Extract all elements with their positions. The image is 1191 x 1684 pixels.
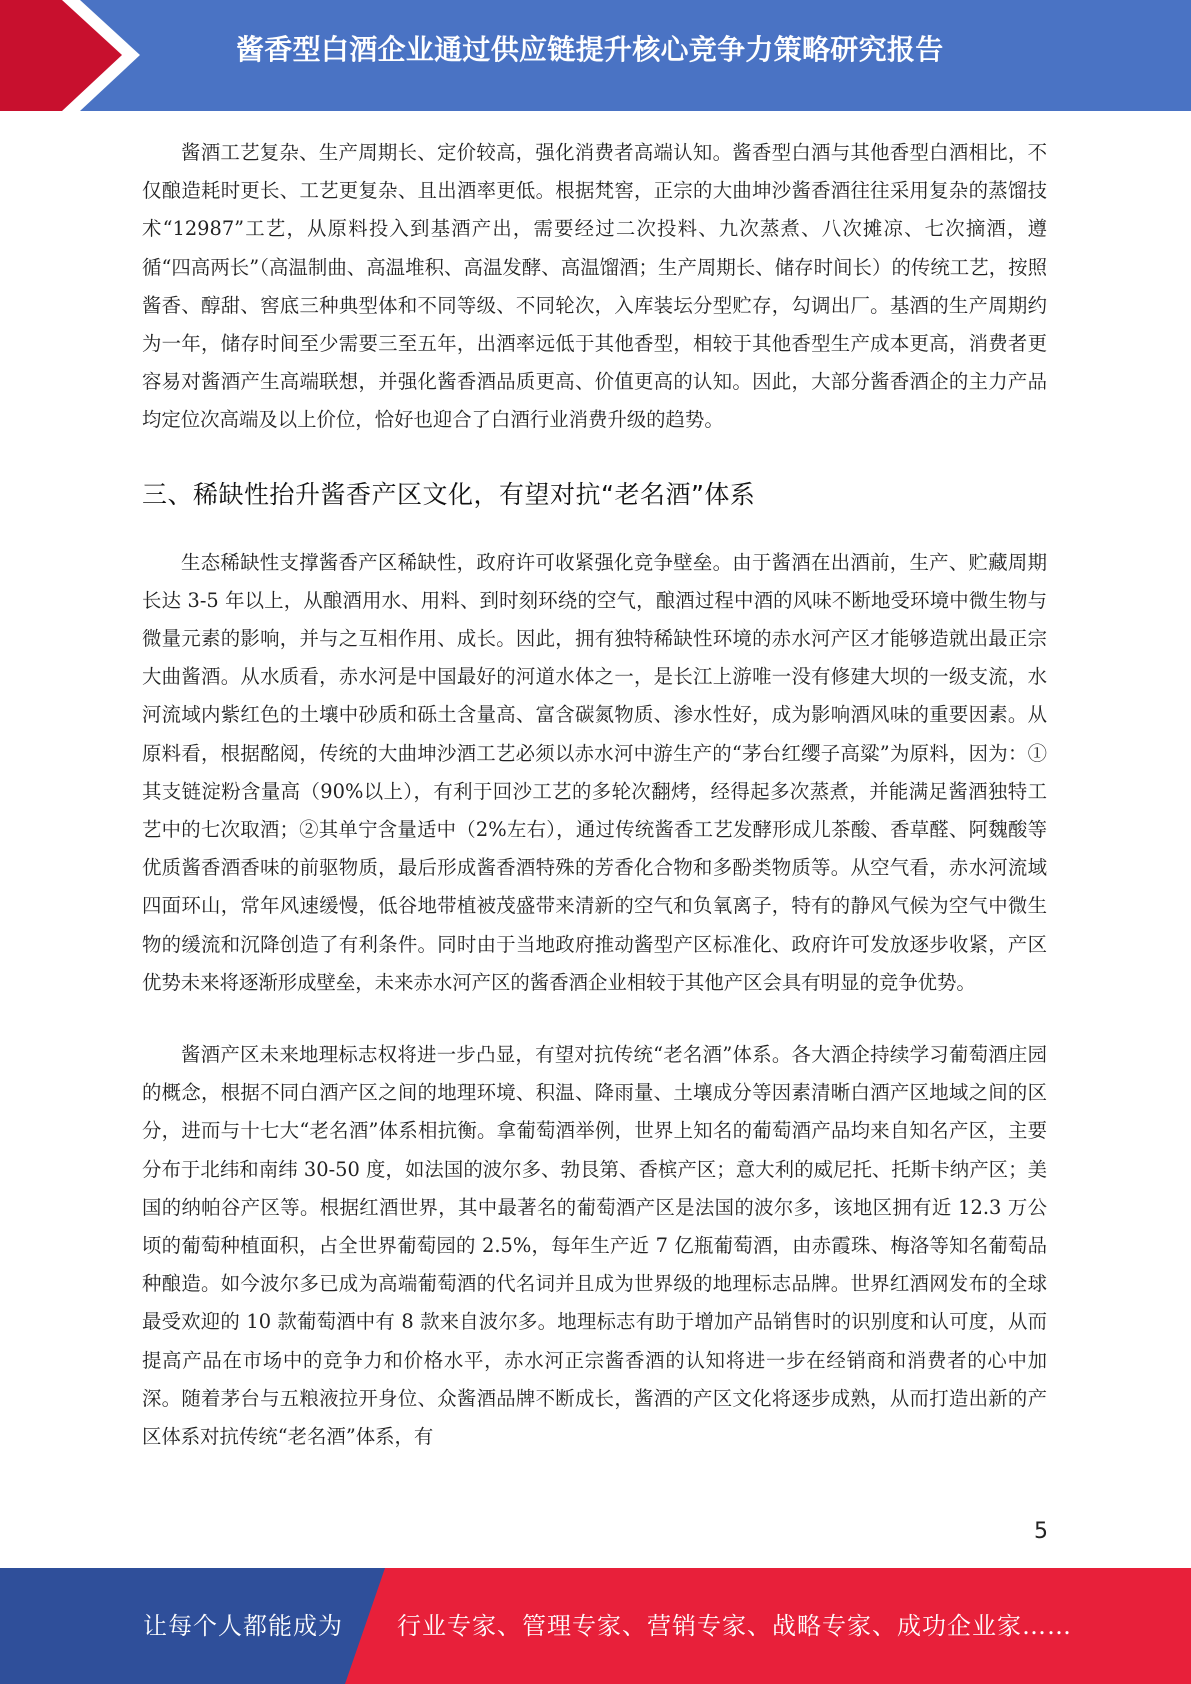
section-heading: 三、稀缺性抬升酱香产区文化，有望对抗“老名酒”体系 [142, 479, 756, 509]
body-paragraph: 酱酒产区未来地理标志权将进一步凸显，有望对抗传统“老名酒”体系。各大酒企持续学习葡萄酒庄园的概念，根据不同白酒产区之间的地理环境、积温、降雨量、土壤成分等因素清晰白酒产区地域之间的区分，进而与十七大“老名酒”体系相抗衡。拿葡萄酒举例，世界上知名的葡萄酒产品均来自知名产区，主要分布于北纬和南纬 30-50 度，如法国的波尔多、勃艮第、香槟产区；意大利的威尼托、托斯卡纳产区；美国的纳帕谷产区等。根据红酒世界，其中最著名的葡萄酒产区是法国的波尔多，该地区拥有近 12.3 万公顷的葡萄种植面积，占全世界葡萄园的 2.5%，每年生产近 7 亿瓶葡萄酒，由赤霞珠、梅洛等知名葡萄品种酿造。如今波尔多已成为高端葡萄酒的代名词并且成为世界级的地理标志品牌。世界红酒网发布的全球最受欢迎的 10 款葡萄酒中有 8 款来自波尔多。地理标志有助于增加产品销售时的识别度和认可度，从而提高产品在市场中的竞争力和价格水平，赤水河正宗酱香酒的认知将进一步在经销商和消费者的心中加深。随着茅台与五粮液拉开身位、众酱酒品牌不断成长，酱酒的产区文化将逐步成熟，从而打造出新的产区体系对抗传统“老名酒”体系，有 [142, 1043, 1047, 1449]
footer-slogan-right: 行业专家、管理专家、营销专家、战略专家、成功企业家…… [397, 1612, 1072, 1640]
footer-banner [0, 1568, 1191, 1684]
red-arrow-decoration [0, 0, 160, 111]
page-number: 5 [1034, 1519, 1048, 1544]
report-title: 酱香型白酒企业通过供应链提升核心竞争力策略研究报告 [236, 33, 944, 66]
footer-slogan-left: 让每个人都能成为 [143, 1612, 343, 1640]
header-banner [0, 0, 1191, 111]
main-content [142, 134, 1047, 1456]
body-paragraph: 酱酒工艺复杂、生产周期长、定价较高，强化消费者高端认知。酱香型白酒与其他香型白酒相比，不仅酿造耗时更长、工艺更复杂、且出酒率更低。根据梵窖，正宗的大曲坤沙酱香酒往往采用复杂的蒸馏技术“12987”工艺，从原料投入到基酒产出，需要经过二次投料、九次蒸煮、八次摊凉、七次摘酒，遵循“四高两长”（高温制曲、高温堆积、高温发酵、高温馏酒；生产周期长、储存时间长）的传统工艺，按照酱香、醇甜、窖底三种典型体和不同等级、不同轮次，入库装坛分型贮存，勾调出厂。基酒的生产周期约为一年，储存时间至少需要三至五年，出酒率远低于其他香型，相较于其他香型生产成本更高，消费者更容易对酱酒产生高端联想，并强化酱香酒品质更高、价值更高的认知。因此，大部分酱香酒企的主力产品均定位次高端及以上价位，恰好也迎合了白酒行业消费升级的趋势。 [142, 141, 1047, 432]
body-paragraph: 生态稀缺性支撑酱香产区稀缺性，政府许可收紧强化竞争壁垒。由于酱酒在出酒前，生产、贮藏周期长达 3-5 年以上，从酿酒用水、用料、到时刻环绕的空气，酿酒过程中酒的风味不断地受环境中微生物与微量元素的影响，并与之互相作用、成长。因此，拥有独特稀缺性环境的赤水河产区才能够造就出最正宗大曲酱酒。从水质看，赤水河是中国最好的河道水体之一，是长江上游唯一没有修建大坝的一级支流，水河流域内紫红色的土壤中砂质和砾土含量高、富含碳氮物质、渗水性好，成为影响酒风味的重要因素。从原料看，根据酩阅，传统的大曲坤沙酒工艺必须以赤水河中游生产的“茅台红缨子高粱”为原料，因为：①其支链淀粉含量高（90%以上），有利于回沙工艺的多轮次翻烤，经得起多次蒸煮，并能满足酱酒独特工艺中的七次取酒；②其单宁含量适中（2%左右），通过传统酱香工艺发酵形成儿茶酸、香草醛、阿魏酸等优质酱香酒香味的前驱物质，最后形成酱香酒特殊的芳香化合物和多酚类物质等。从空气看，赤水河流域四面环山，常年风速缓慢，低谷地带植被茂盛带来清新的空气和负氧离子，特有的静风气候为空气中微生物的缓流和沉降创造了有利条件。同时由于当地政府推动酱型产区标准化、政府许可发放逐步收紧，产区优势未来将逐渐形成壁垒，未来赤水河产区的酱香酒企业相较于其他产区会具有明显的竞争优势。 [142, 550, 1047, 994]
